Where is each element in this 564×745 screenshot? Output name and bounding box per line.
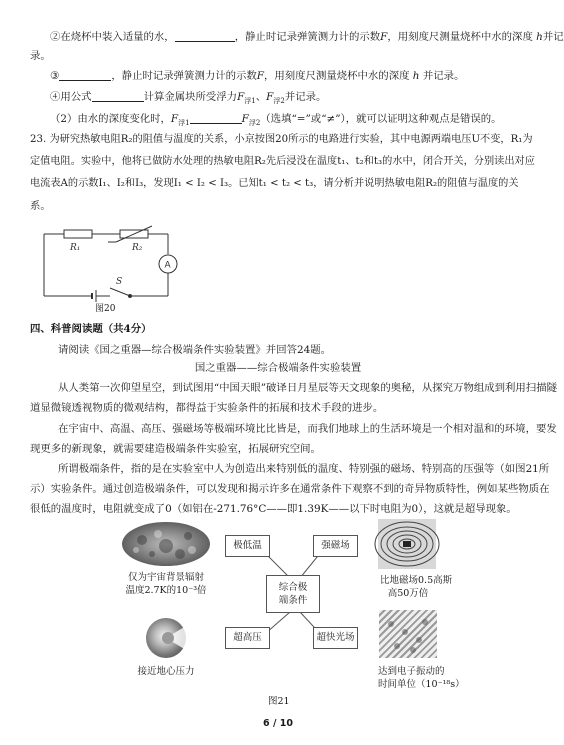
article-p2-l2: 现更多的新现象，就需要建造极端条件实验室，拓展研究空间。	[30, 443, 321, 455]
figure20-caption: 图20	[95, 304, 116, 314]
article-p3-l3: 很低的温度时，电阻就变成了0（如铝在-271.76°C——即1.39K——以下时电阻为0），这就是超导现象。	[30, 503, 517, 515]
label-ammeter: A	[164, 260, 171, 271]
ultrafast-light-image	[379, 610, 437, 658]
article-p2-l1: 在宇宙中、高温、高压、强磁场等极端环境比比皆是，而我们地球上的生活环境是一个相对温和的环境，要发	[58, 423, 557, 435]
center-label: 综合极 端条件	[278, 582, 308, 606]
label-switch: S	[116, 277, 123, 287]
q23-line1: 23. 为研究热敏电阻R₂的阻值与温度的关系，小京按图20所示的电路进行实验，其中电源两端电压U不变，R₁为	[30, 134, 533, 145]
q22-step4: ④用公式 计算金属块所受浮力$F_{浮1}$、$F_{浮2}$并记录。	[50, 91, 327, 106]
q22-part2: （2）由水的深度变化时，$F_{浮1}$ $F_{浮2}$（选填“=”或“≠”），就可以证明这种观点是错误的。	[50, 113, 502, 128]
label-r2: R₂	[132, 243, 143, 253]
article-p3-l1: 所谓极端条件，指的是在实验室中人为创造出来特别低的温度、特别强的磁场、特别高的压强等（如图21所	[58, 463, 550, 475]
box-low-temperature: 极低温	[225, 535, 270, 557]
magnetic-field-image	[378, 519, 436, 569]
q22-step2-cont: 录。	[30, 50, 51, 62]
figure21-caption: 图21	[268, 696, 290, 707]
section4-title: 四、科普阅读题（共4分）	[30, 323, 152, 335]
q23-line2: 定值电阻。实验中，他将已做防水处理的热敏电阻R₂先后浸没在温度t₁、t₂和t₃的水中，闭合开关，分别读出对应	[30, 156, 535, 167]
caption-bottom-left: 接近地心压力	[137, 666, 195, 677]
q23-line4: 系。	[30, 200, 51, 212]
caption-bottom-right: 达到电子振动的 时间单位（10⁻¹⁸s）	[378, 666, 465, 690]
q23-line3: 电流表A的示数I₁、I₂和I₃，发现I₁ < I₂ < I₃。已知t₁ < t₂ < t₃，请分析并说明热敏电阻R₂的阻值与温度的关	[30, 178, 519, 189]
earth-core-image	[146, 618, 186, 658]
article-p1-l2: 道显微镜透视物质的微观结构，都得益于实验条件的拓展和技术手段的进步。	[30, 402, 384, 414]
article-p3-l2: 示）实验条件。通过创造极端条件，可以发现和揭示许多在通常条件下观察不到的奇异物质特性，例如某些物质在	[30, 483, 550, 495]
q22-step2: ②在烧杯中装入适量的水， ，静止时记录弹簧测力计的示数F，用刻度尺测量烧杯中水的深度 h并记	[50, 31, 564, 43]
caption-top-left: 仅为宇宙背景辐射 温度2.7K的10⁻³倍	[125, 572, 207, 596]
box-center	[266, 575, 320, 613]
caption-top-right: 比地磁场0.5高斯 高50万倍	[380, 575, 453, 599]
box-high-pressure: 超高压	[225, 627, 270, 649]
section4-intro: 请阅读《国之重器—综合极端条件实验装置》并回答24题。	[58, 344, 331, 356]
cosmic-background-image	[122, 522, 210, 566]
label-r1: R₁	[70, 243, 81, 253]
article-p1-l1: 从人类第一次仰望星空，到试图用“中国天眼”破译日月星辰等天文现象的奥秘，从探究万物组成到利用扫描隧	[58, 382, 557, 394]
q22-step3: ③ ，静止时记录弹簧测力计的示数F，用刻度尺测量烧杯中水的深度 h 并记录。	[50, 70, 465, 82]
page-number: 6 / 10	[263, 718, 293, 729]
box-ultrafast-light: 超快光场	[313, 627, 358, 649]
article-title: 国之重器——综合极端条件实验装置	[194, 362, 362, 374]
box-strong-magnetic: 强磁场	[313, 535, 358, 557]
